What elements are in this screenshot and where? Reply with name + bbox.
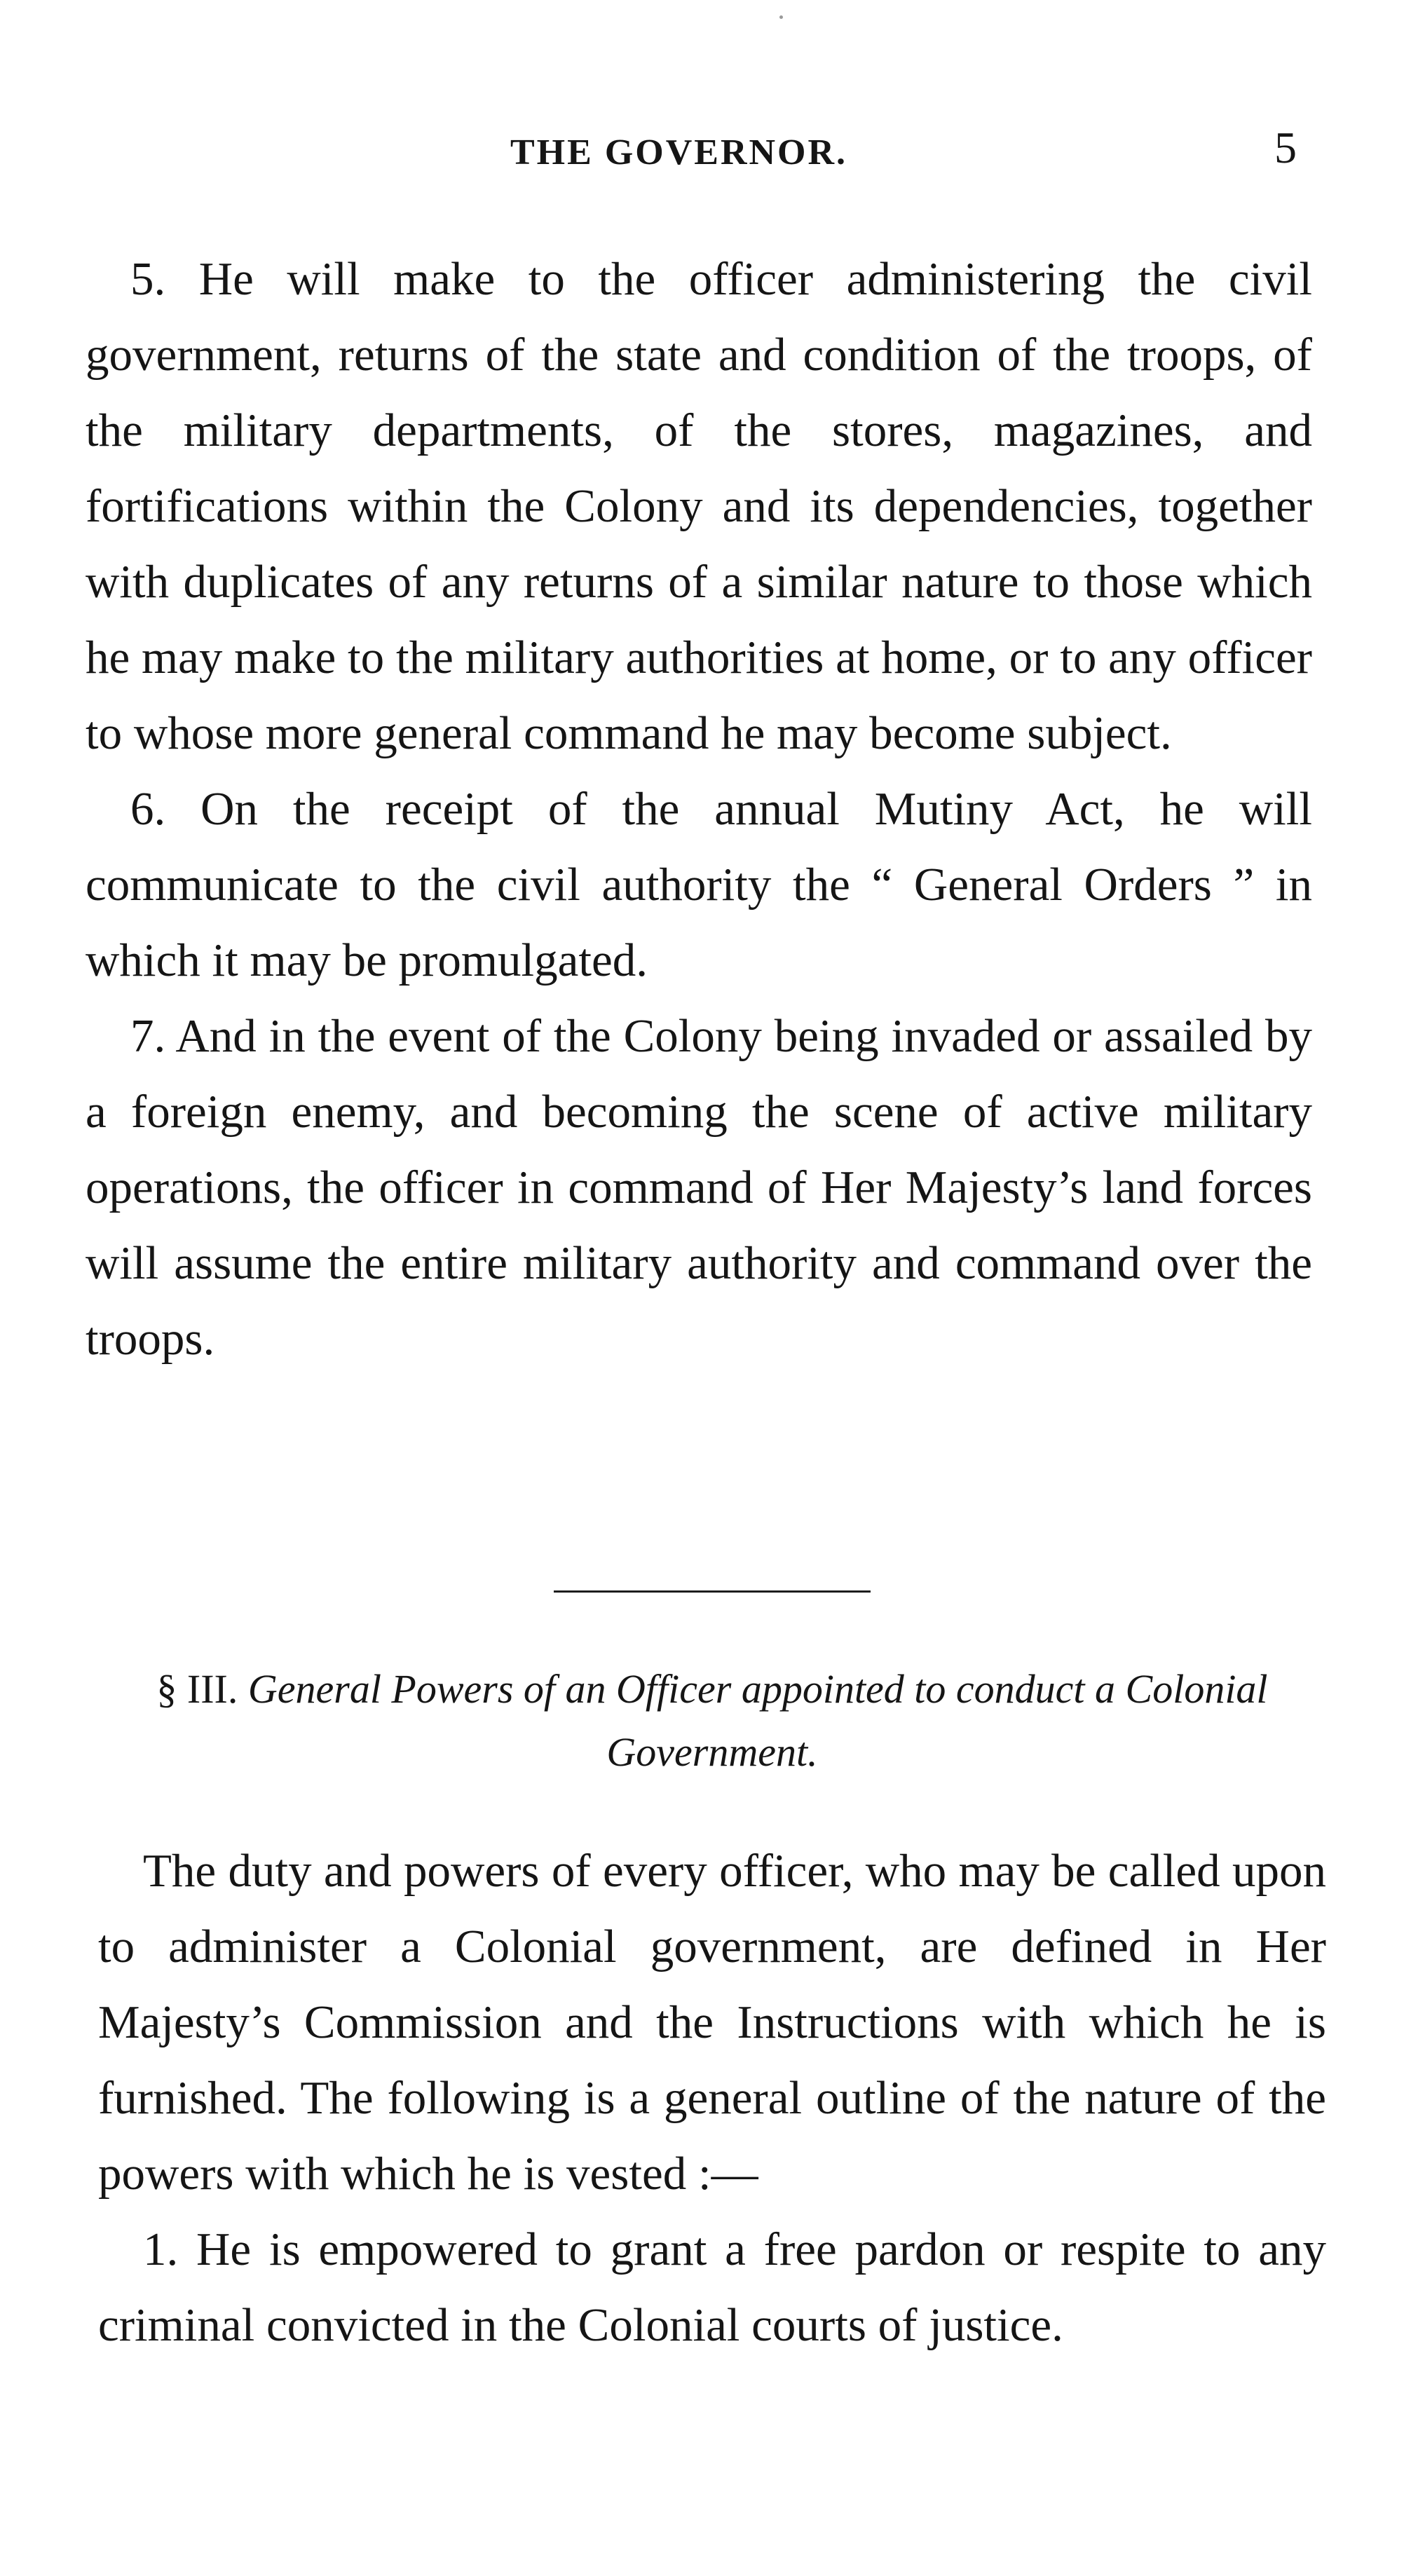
page-number: 5 bbox=[1274, 123, 1297, 172]
upper-text-block bbox=[86, 241, 1312, 1377]
paragraph-5: 5. He will make to the officer administering the civil government, returns of the state and condition of the troops, of the military departments, of the stores, magazines, and fortifications within the Colony and its dependencies, together with duplicates of any returns of a similar nature to those which he may make to the military authorities at home, or to any officer to whose more general command he may become subject. bbox=[86, 253, 1312, 759]
section-title: General Powers of an Officer appointed to conduct a Colonial Government. bbox=[247, 1666, 1268, 1775]
intro-paragraph: The duty and powers of every officer, who may be called upon to administer a Colonial government, are defined in Her Majesty’s Commission and the Instructions with which he is furnished. The following is a general outline of the nature of the powers with which he is vested :— bbox=[98, 1845, 1326, 2200]
section-heading bbox=[98, 1658, 1326, 1784]
lower-text-block bbox=[98, 1833, 1326, 2363]
paragraph-7: 7. And in the event of the Colony being invaded or assailed by a foreign enemy, and becoming the scene of active military operations, the officer in command of Her Majesty’s land forces will assume the entire military authority and command over the troops. bbox=[86, 1010, 1312, 1365]
section-number: § III. bbox=[156, 1666, 238, 1712]
section-divider-rule bbox=[554, 1590, 871, 1593]
paper-speck bbox=[779, 15, 783, 19]
paragraph-6: 6. On the receipt of the annual Mutiny Act, he will communicate to the civil authority the “ General Orders ” in which it may be promulgated. bbox=[86, 783, 1312, 986]
paragraph-1: 1. He is empowered to grant a free pardon or respite to any criminal convicted in the Colonial courts of justice. bbox=[98, 2223, 1326, 2351]
running-head bbox=[0, 118, 1411, 181]
running-title: THE GOVERNOR. bbox=[510, 132, 848, 172]
